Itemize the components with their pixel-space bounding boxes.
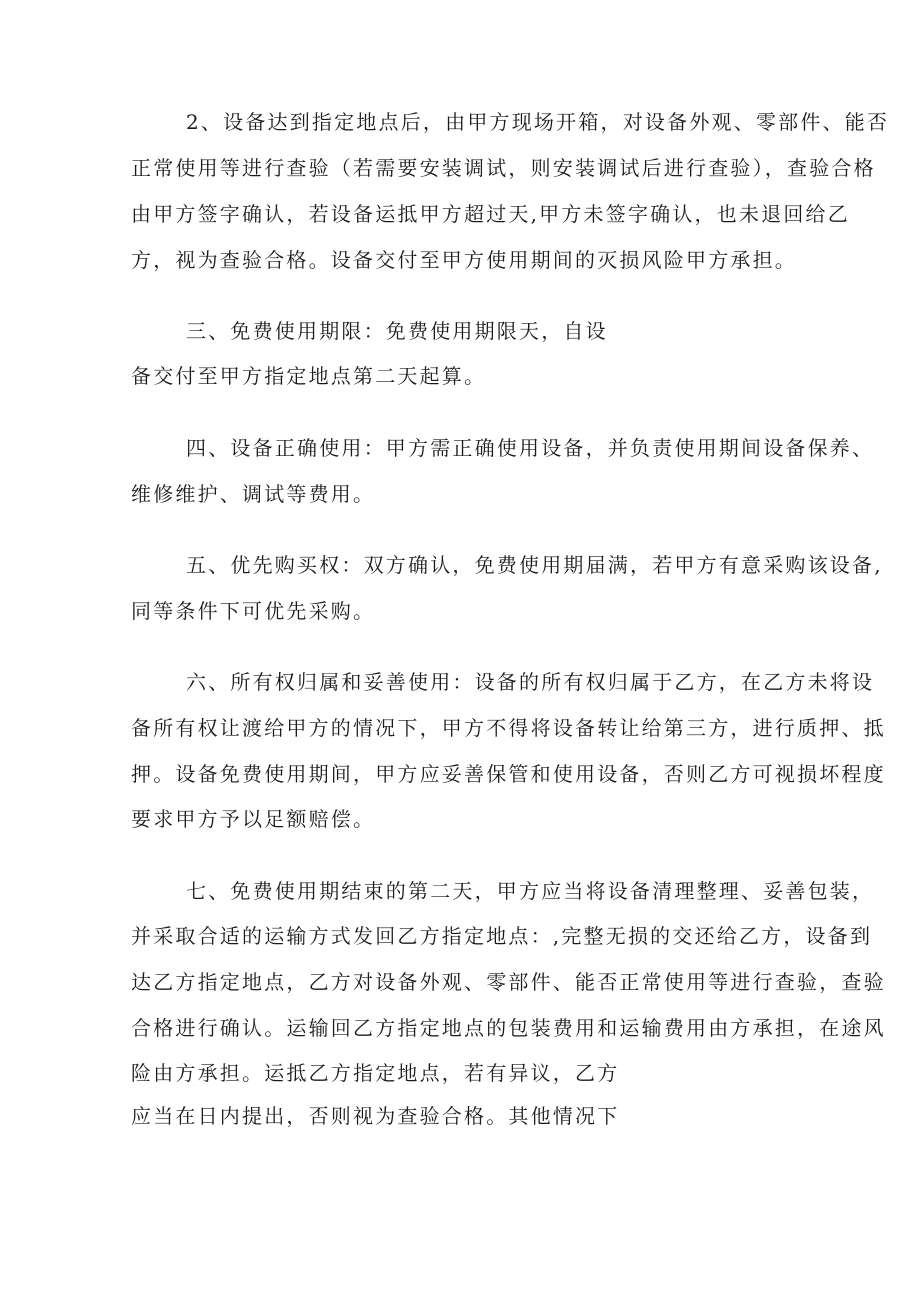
clause-line: 达乙方指定地点，乙方对设备外观、零部件、能否正常使用等进行查验，查验: [131, 970, 886, 994]
clause-line: 四、设备正确使用：甲方需正确使用设备，并负责使用期间设备保养、: [186, 436, 875, 460]
clause-line: 七、免费使用期结束的第二天，甲方应当将设备清理整理、妥善包装，: [186, 879, 875, 903]
clause-line: 方，视为查验合格。设备交付至甲方使用期间的灭损风险甲方承担。: [131, 248, 797, 272]
clause-line: 险由方承担。运抵乙方指定地点，若有异议，乙方: [131, 1061, 620, 1085]
clause-line: 正常使用等进行查验（若需要安装调试，则安装调试后进行查验），查验合格: [131, 156, 876, 180]
clause-line: 备所有权让渡给甲方的情况下，甲方不得将设备转让给第三方，进行质押、抵: [131, 716, 886, 740]
clause-line: 三、免费使用期限：免费使用期限天，自设: [186, 319, 608, 343]
clause-line: 由甲方签字确认，若设备运抵甲方超过天,甲方未签字确认，也未退回给乙: [131, 202, 850, 226]
clause-line: 同等条件下可优先采购。: [131, 599, 376, 623]
clause-line: 应当在日内提出，否则视为查验合格。其他情况下: [131, 1104, 620, 1128]
clause-line: 合格进行确认。运输回乙方指定地点的包装费用和运输费用由方承担，在途风: [131, 1016, 886, 1040]
clause-line: 五、优先购买权：双方确认，免费使用期届满，若甲方有意采购该设备,: [186, 553, 883, 577]
clause-line: 备交付至甲方指定地点第二天起算。: [131, 364, 487, 388]
clause-line: 六、所有权归属和妥善使用：设备的所有权归属于乙方，在乙方未将设: [186, 670, 875, 694]
clause-line: 要求甲方予以足额赔偿。: [131, 807, 376, 831]
clause-line: 维修维护、调试等费用。: [131, 482, 376, 506]
clause-line: 押。设备免费使用期间，甲方应妥善保管和使用设备，否则乙方可视损坏程度: [131, 762, 886, 786]
clause-line: 并采取合适的运输方式发回乙方指定地点：,完整无损的交还给乙方，设备到: [131, 924, 873, 948]
clause-line: 2、设备达到指定地点后，由甲方现场开箱，对设备外观、零部件、能否: [186, 110, 890, 134]
